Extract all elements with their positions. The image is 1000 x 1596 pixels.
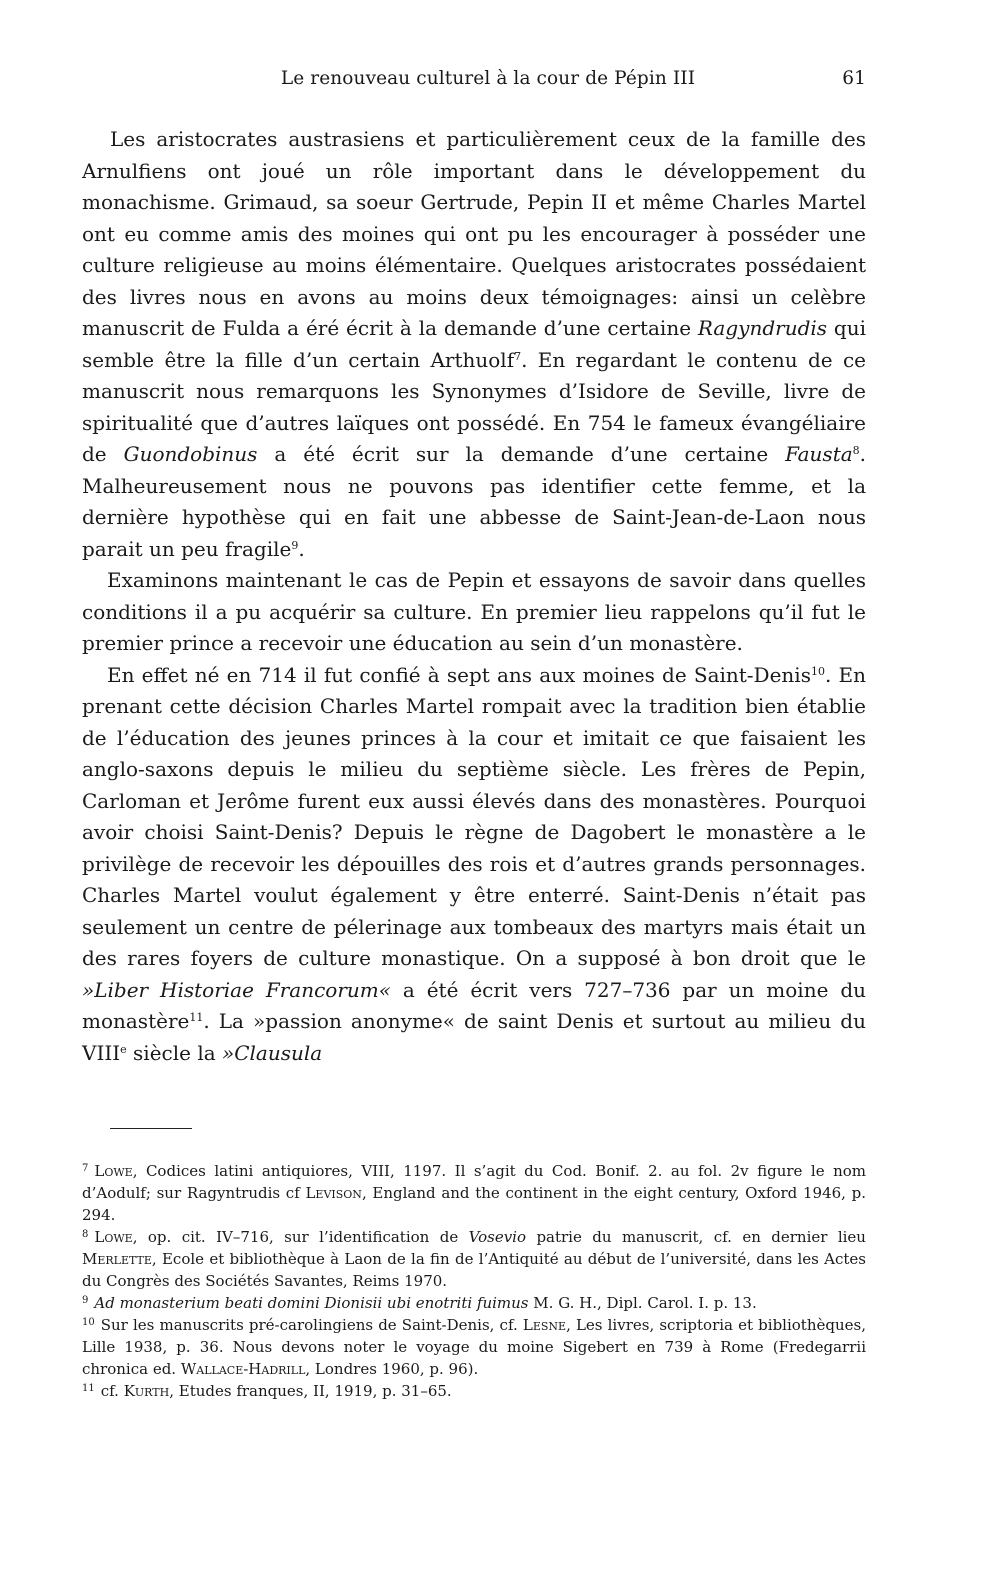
author-name: Wallace-Hadrill [180,1360,306,1378]
italic-name: Fausta [785,442,853,466]
footnote-8 [82,1226,866,1292]
italic-title: »Clausula [222,1040,323,1065]
footnote-number: 8 [82,1229,89,1240]
footnote-number: 10 [82,1317,95,1328]
text-run: a été écrit vers 727–736 par un moine du monastère [82,977,867,1033]
footnote-10 [82,1314,866,1380]
italic-quote: Ad monasterium beati domini Dionisii ubi enotriti fuimus [94,1294,529,1312]
note-text: patrie du manuscrit, cf. en dernier lieu [536,1228,866,1246]
main-text [82,124,866,1069]
author-name: Lesne [522,1316,567,1334]
italic-title: »Liber Historiae Francorum« [82,977,391,1002]
note-text: M. G. H., Dipl. Carol. I. p. 13. [533,1294,757,1312]
italic-name: Guondobinus [123,442,258,466]
running-title: Le renouveau culturel à la cour de Pépin III [280,68,696,89]
footnotes [82,1160,866,1402]
author-name: Merlette [82,1250,152,1268]
superscript: e [120,1042,127,1056]
footnote-ref: 10 [810,664,825,678]
note-text: , England and the continent in the eight century, Oxford 1946, p. 294. [82,1184,866,1224]
text-run: . La »passion anonyme« de saint Denis et surtout au milieu du VIII [82,1009,866,1065]
page-number: 61 [842,68,866,89]
italic-term: Vosevio [468,1228,527,1246]
author-name: Kurth [123,1382,170,1400]
running-header [110,68,866,100]
note-text: cf. [100,1382,119,1400]
footnote-ref: 7 [514,349,522,363]
note-text: Sur les manuscrits pré-carolingiens de Saint-Denis, cf. [100,1316,518,1334]
footnote-ref: 11 [189,1011,204,1024]
text-run: En effet né en 714 il fut confié à sept ans aux moines de Saint-Denis [107,662,811,687]
note-text: , Ecole et bibliothèque à Laon de la fin de l’Antiquité au début de l’université, dans les Actes du Congrès des Sociétés Savantes, Reims 1970. [82,1250,866,1290]
footnote-9 [82,1292,866,1314]
footnote-number: 9 [82,1295,89,1306]
italic-name: Ragyndrudis [697,316,828,340]
text-run: Les aristocrates austrasiens et particulièrement ceux de la famille des Arnulfiens ont joué un rôle important dans le développement du monachisme. Grimaud, sa soeur Gertrude, Pepin II et même Charles Martel ont eu comme amis des moines qui ont pu les encourager à posséder une culture religieuse au moins élémentaire. Quelques aristocrates possédaient des livres nous en avons au moins deux témoignages: ainsi un celèbre manuscrit de Fulda a éré écrit à la demande d’une certaine [82,127,866,340]
footnote-number: 7 [82,1163,89,1174]
text-run: . Malheureusement nous ne pouvons pas identifier cette femme, et la dernière hypothèse qui en fait une abbesse de Saint-Jean-de-Laon nous parait un peu fragile [82,442,867,561]
note-text: , Les livres, scriptoria et bibliothèques, Lille 1938, p. 36. Nous devons noter le voyage du moine Sigebert en 739 à Rome (Fredegarrii chronica ed. [82,1316,866,1378]
paragraph-1 [82,124,866,565]
author-name: Levison [305,1184,362,1202]
footnote-ref: 8 [852,444,860,457]
text-run: . [298,536,305,561]
footnote-number: 11 [82,1383,95,1394]
paragraph-3 [82,660,866,1070]
note-text: , Londres 1960, p. 96). [305,1360,479,1378]
text-run: siècle la [133,1040,216,1065]
note-text: , op. cit. IV–716, sur l’identification de [132,1228,459,1246]
text-run: . En regardant le contenu de ce manuscrit nous remarquons les Synonymes d’Isidore de Seville, livre de spiritualité que d’autres laïques ont possédé. En 754 le fameux évangéliaire de [82,347,866,466]
text-run: . En prenant cette décision Charles Martel rompait avec la tradition bien établie de l’éducation des jeunes princes à la cour et imitait ce que faisaient les anglo-saxons depuis le milieu du septième siècle. Les frères de Pepin, Carloman et Jerôme furent eux aussi élevés dans des monastères. Pourquoi avoir choisi Saint-Denis? Depuis le règne de Dagobert le monastère a le privilège de recevoir les dépouilles des rois et d’autres grands personnages. Charles Martel voulut également y être enterré. Saint-Denis n’était pas seulement un centre de pélerinage aux tombeaux des martyrs mais était un des rares foyers de culture monastique. On a supposé à bon droit que le [82,662,866,970]
text-run: qui semble être la fille d’un certain Arthuolf [82,316,866,372]
paragraph-2: Examinons maintenant le cas de Pepin et essayons de savoir dans quelles conditions il a pu acquérir sa culture. En premier lieu rappelons qu’il fut le premier prince a recevoir une éducation au sein d’un monastère. [82,568,866,655]
footnote-7 [82,1160,866,1226]
note-text: , Codices latini antiquiores, VIII, 1197. Il s’agit du Cod. Bonif. 2. au fol. 2v figure le nom d’Aodulf; sur Ragyntrudis cf [82,1162,866,1202]
author-name: Lowe [94,1162,133,1180]
footnote-separator [110,1128,192,1129]
author-name: Lowe [94,1228,133,1246]
note-text: , Etudes franques, II, 1919, p. 31–65. [169,1382,452,1400]
footnote-ref: 9 [291,538,299,552]
text-run: a été écrit sur la demande d’une certaine [274,442,769,466]
footnote-11 [82,1380,866,1402]
